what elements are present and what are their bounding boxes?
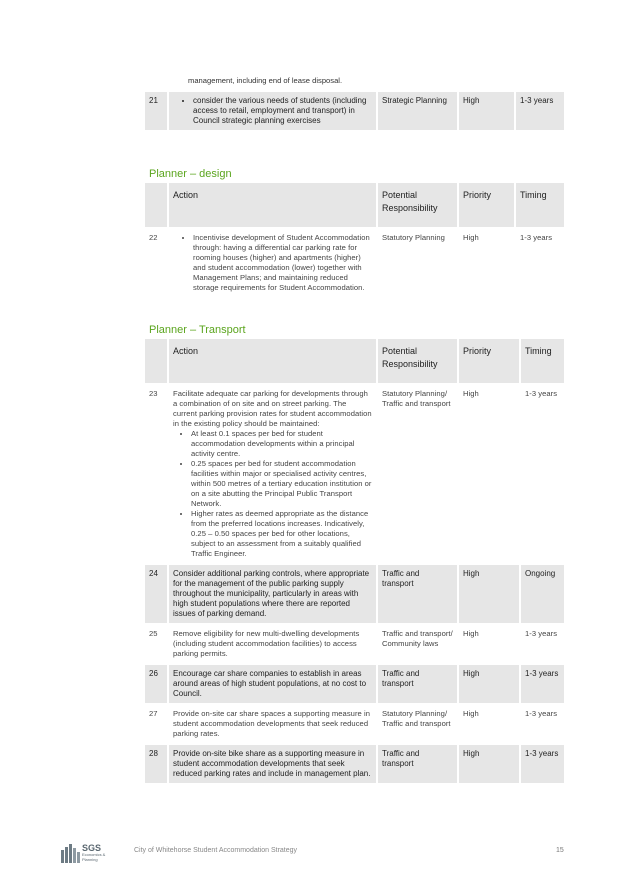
priority-cell: High bbox=[458, 624, 520, 664]
header-priority: Priority bbox=[458, 183, 515, 228]
priority-cell: High bbox=[458, 704, 520, 744]
table-row bbox=[145, 564, 565, 624]
strategic-table bbox=[145, 92, 566, 132]
action-cell: Consider additional parking controls, where appropriate for the management of the public parking supply throughout the municipality, particularly in areas with high student populations where there are reported issues of parking demand. bbox=[168, 564, 377, 624]
timing-cell: 1-3 years bbox=[520, 384, 565, 564]
action-intro: Facilitate adequate car parking for developments through a combination of on site and on street parking. The current parking provision rates for student accommodation in the existing policy should be maintained: bbox=[173, 389, 372, 428]
action-bullet: • Incentivise development of Student Accommodation through: having a differential car parking rate for rooming houses (higher) and apartments (higher) and student accommodation (lower) together with Management Plans; and maintaining reduced storage requirements for Student Accommodation. bbox=[193, 233, 372, 293]
timing-cell: 1-3 years bbox=[520, 624, 565, 664]
section-heading-transport: Planner – Transport bbox=[149, 324, 246, 336]
logo-subtitle: Economics & Planning bbox=[82, 852, 106, 862]
row-number: 21 bbox=[145, 92, 168, 131]
table-row bbox=[145, 624, 565, 664]
action-cell: Encourage car share companies to establish in areas around areas of high student populations, at no cost to Council. bbox=[168, 664, 377, 704]
action-cell bbox=[168, 384, 377, 564]
row-number: 23 bbox=[145, 384, 168, 564]
row-number: 22 bbox=[145, 228, 168, 298]
header-number bbox=[145, 339, 168, 384]
row-number: 25 bbox=[145, 624, 168, 664]
section-heading-design: Planner – design bbox=[149, 168, 232, 180]
table-row bbox=[145, 92, 565, 131]
timing-cell: Ongoing bbox=[520, 564, 565, 624]
row-number: 28 bbox=[145, 744, 168, 784]
responsibility-cell: Traffic and transport bbox=[377, 664, 458, 704]
action-bullet: • Higher rates as deemed appropriate as the distance from the preferred locations increases. Indicatively, 0.25 – 0.50 spaces per bed for other locations, subject to an assessment from a suitably qualified Traffic Engineer. bbox=[191, 509, 372, 559]
timing-cell: 1-3 years bbox=[515, 228, 565, 298]
table-row bbox=[145, 228, 565, 298]
table-header-row bbox=[145, 183, 565, 228]
table-row bbox=[145, 704, 565, 744]
header-timing: Timing bbox=[515, 183, 565, 228]
header-action: Action bbox=[168, 183, 377, 228]
priority-cell: High bbox=[458, 664, 520, 704]
action-cell bbox=[168, 228, 377, 298]
responsibility-cell: Strategic Planning bbox=[377, 92, 458, 131]
action-bullet: • consider the various needs of students (including access to retail, employment and transport) in Council strategic planning exercises bbox=[193, 96, 372, 126]
responsibility-cell: Statutory Planning bbox=[377, 228, 458, 298]
responsibility-cell: Traffic and transport bbox=[377, 564, 458, 624]
priority-cell: High bbox=[458, 92, 515, 131]
action-cell bbox=[168, 92, 377, 131]
responsibility-cell: Traffic and transport/ Community laws bbox=[377, 624, 458, 664]
action-cell: Provide on-site bike share as a supporting measure in student accommodation developments that seek reduced parking rates and include in management plan. bbox=[168, 744, 377, 784]
header-number bbox=[145, 183, 168, 228]
responsibility-cell: Traffic and transport bbox=[377, 744, 458, 784]
header-priority: Priority bbox=[458, 339, 520, 384]
header-timing: Timing bbox=[520, 339, 565, 384]
responsibility-cell: Statutory Planning/ Traffic and transport bbox=[377, 384, 458, 564]
table-row bbox=[145, 384, 565, 564]
action-cell: Remove eligibility for new multi-dwelling developments (including student accommodation facilities) to access parking permits. bbox=[168, 624, 377, 664]
table-row bbox=[145, 744, 565, 784]
priority-cell: High bbox=[458, 228, 515, 298]
footer-document-title: City of Whitehorse Student Accommodation Strategy bbox=[134, 847, 298, 854]
logo-wordmark: SGS bbox=[82, 843, 102, 853]
timing-cell: 1-3 years bbox=[520, 744, 565, 784]
row-number: 26 bbox=[145, 664, 168, 704]
row-number: 27 bbox=[145, 704, 168, 744]
header-responsibility: Potential Responsibility bbox=[377, 339, 458, 384]
table-header-row bbox=[145, 339, 565, 384]
page-number: 15 bbox=[556, 847, 564, 854]
priority-cell: High bbox=[458, 384, 520, 564]
row-number: 24 bbox=[145, 564, 168, 624]
header-responsibility: Potential Responsibility bbox=[377, 183, 458, 228]
action-cell: Provide on-site car share spaces a supporting measure in student accommodation developments that seek reduced parking rates. bbox=[168, 704, 377, 744]
timing-cell: 1-3 years bbox=[515, 92, 565, 131]
timing-cell: 1-3 years bbox=[520, 704, 565, 744]
transport-table bbox=[145, 339, 566, 785]
action-bullet: • 0.25 spaces per bed for student accommodation facilities within major or specialised activity centres, within 500 metres of a tertiary education institution or on a site abutting the Principal Public Transport Network. bbox=[191, 459, 372, 509]
priority-cell: High bbox=[458, 564, 520, 624]
responsibility-cell: Statutory Planning/ Traffic and transport bbox=[377, 704, 458, 744]
timing-cell: 1-3 years bbox=[520, 664, 565, 704]
action-bullet: • At least 0.1 spaces per bed for student accommodation developments within a principal activity centre. bbox=[191, 429, 372, 459]
fragment-text: management, including end of lease disposal. bbox=[188, 76, 343, 85]
design-table bbox=[145, 183, 566, 299]
table-row bbox=[145, 664, 565, 704]
priority-cell: High bbox=[458, 744, 520, 784]
header-action: Action bbox=[168, 339, 377, 384]
